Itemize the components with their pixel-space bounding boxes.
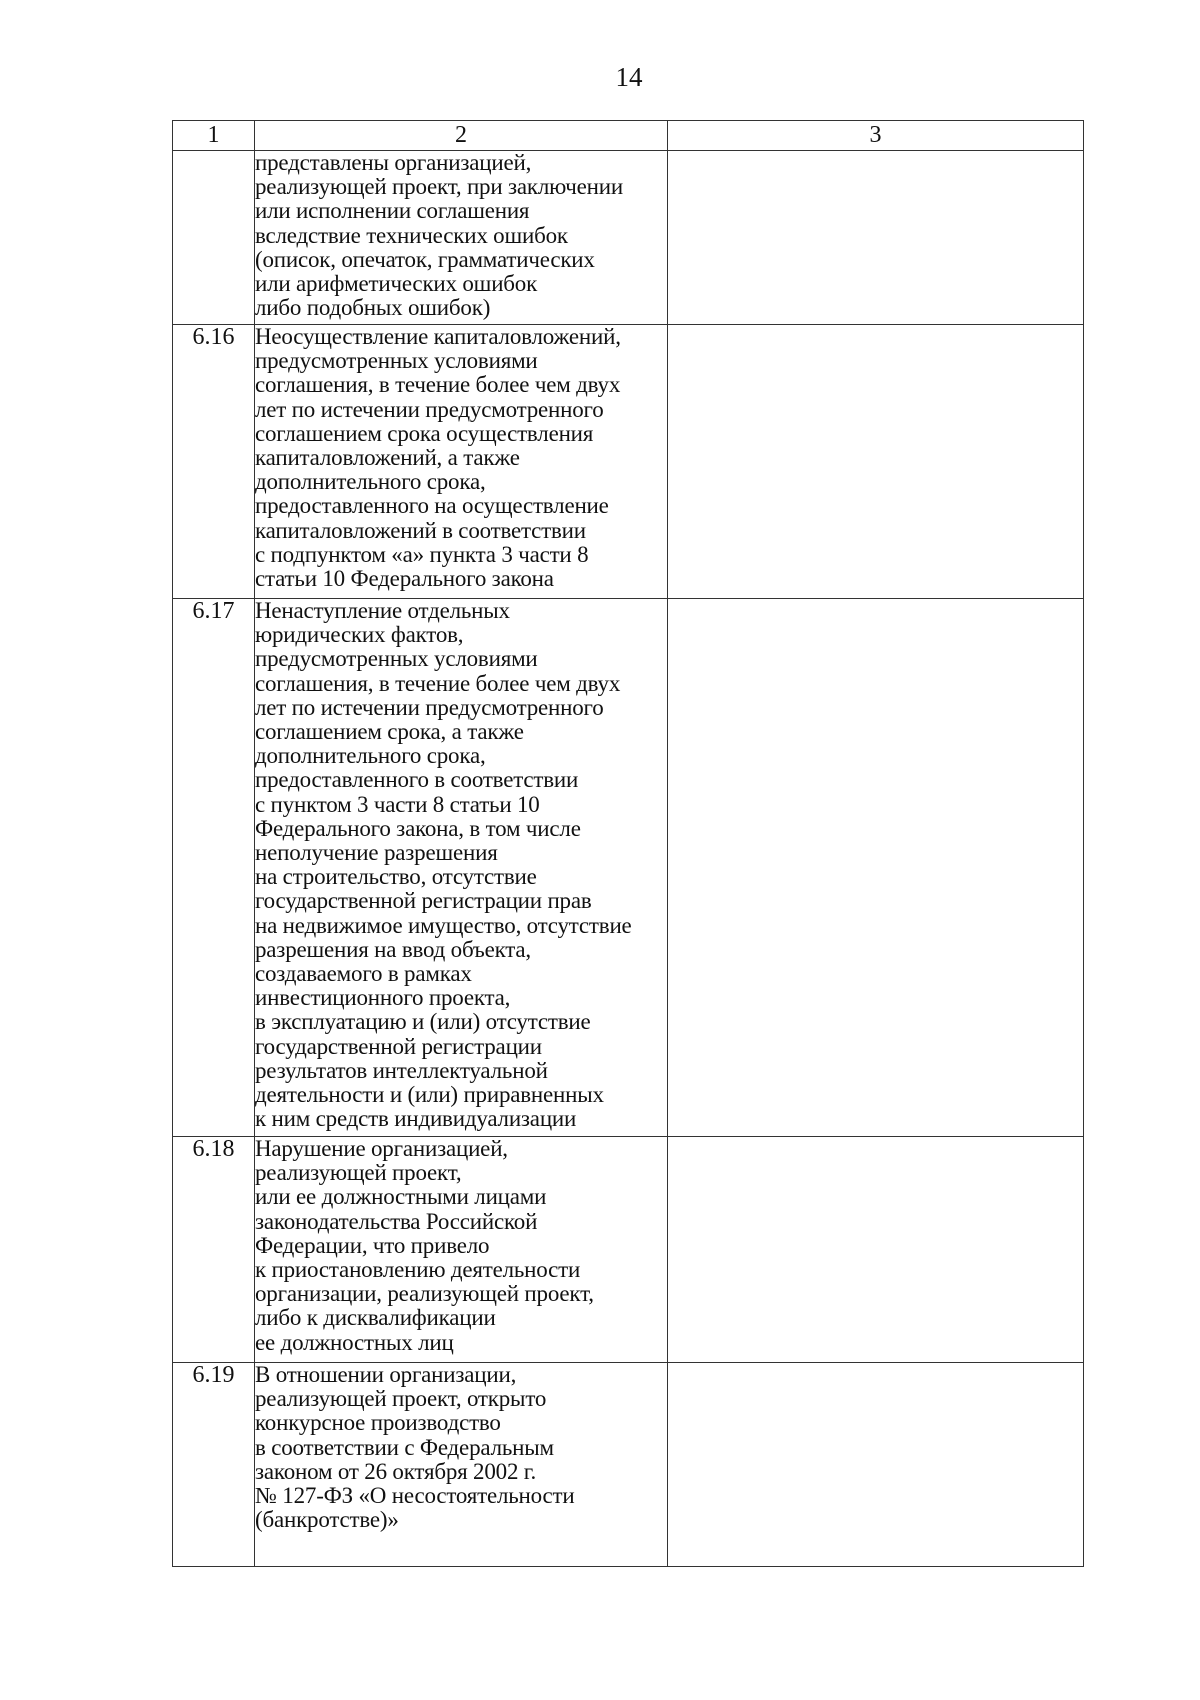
page-number: 14 (615, 62, 643, 92)
table-header-row (173, 121, 1084, 151)
item-description: Нарушение организацией, реализующей проект, или ее должностными лицами законодательства Российской Федерации, что привело к приостановлению деятельности организации, реализующей проект, либо к дисквалификации ее должностных лиц (255, 1137, 668, 1363)
item-number (173, 151, 255, 325)
table-row (173, 1137, 1084, 1363)
item-description: В отношении организации, реализующей проект, открыто конкурсное производство в соответствии с Федеральным законом от 26 октября 2002 г. № 127-ФЗ «О несостоятельности (банкротстве)» (255, 1363, 668, 1567)
column-header-1: 1 (173, 121, 255, 151)
item-column-3 (668, 1137, 1084, 1363)
table-row (173, 325, 1084, 599)
table-row (173, 151, 1084, 325)
item-column-3 (668, 151, 1084, 325)
item-number: 6.16 (173, 325, 255, 599)
item-column-3 (668, 1363, 1084, 1567)
item-number: 6.19 (173, 1363, 255, 1567)
item-column-3 (668, 325, 1084, 599)
item-column-3 (668, 599, 1084, 1137)
document-table (172, 120, 1084, 1567)
item-number: 6.17 (173, 599, 255, 1137)
table-row (173, 599, 1084, 1137)
item-number: 6.18 (173, 1137, 255, 1363)
table-row (173, 1363, 1084, 1567)
item-description: Неосуществление капиталовложений, предусмотренных условиями соглашения, в течение более чем двух лет по истечении предусмотренного соглашением срока осуществления капиталовложений, а также дополнительного срока, предоставленного на осуществление капиталовложений в соответствии с подпунктом «а» пункта 3 части 8 статьи 10 Федерального закона (255, 325, 668, 599)
column-header-3: 3 (668, 121, 1084, 151)
item-description: представлены организацией, реализующей проект, при заключении или исполнении соглашения вследствие технических ошибок (описок, опечаток, грамматических или арифметических ошибок либо подобных ошибок) (255, 151, 668, 325)
column-header-2: 2 (255, 121, 668, 151)
item-description: Ненаступление отдельных юридических фактов, предусмотренных условиями соглашения, в течение более чем двух лет по истечении предусмотренного соглашением срока, а также дополнительного срока, предоставленного в соответствии с пунктом 3 части 8 статьи 10 Федерального закона, в том числе неполучение разрешения на строительство, отсутствие государственной регистрации прав на недвижимое имущество, отсутствие разрешения на ввод объекта, создаваемого в рамках инвестиционного проекта, в эксплуатацию и (или) отсутствие государственной регистрации результатов интеллектуальной деятельности и (или) приравненных к ним средств индивидуализации (255, 599, 668, 1137)
